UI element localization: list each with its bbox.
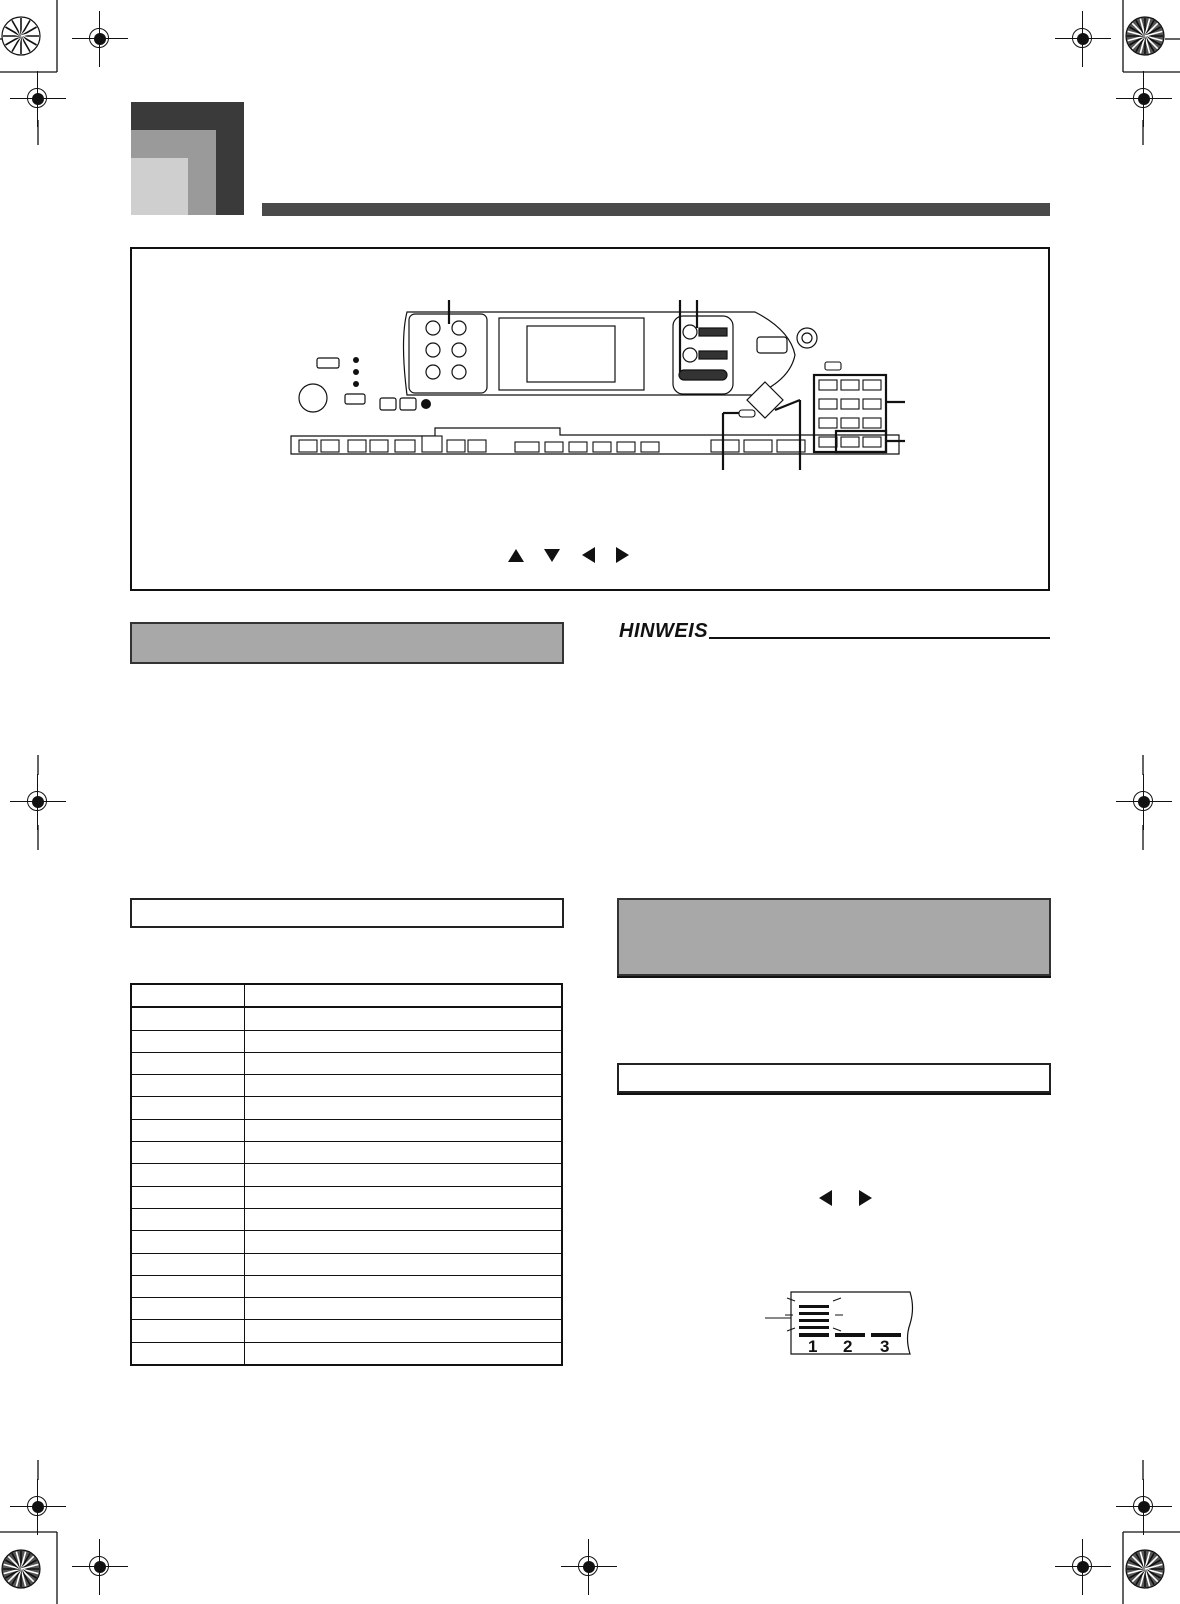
header-block-light [131,158,188,215]
table-row [131,1186,562,1208]
table-row [131,1320,562,1342]
header-rule [262,203,1050,216]
table-row [131,1231,562,1253]
table-row [131,1342,562,1365]
table-row [131,1007,562,1030]
table-cell [245,1142,563,1164]
table-cell [131,1075,245,1097]
table-cell [245,1298,563,1320]
table-cell [245,984,563,1007]
left-arrow-icon [819,1190,832,1206]
table-row [131,984,562,1007]
table-cell [131,1007,245,1030]
table-row [131,1097,562,1119]
table-cell [245,1186,563,1208]
table-cell [131,1275,245,1297]
table-cell [131,1320,245,1342]
table-cell [245,1007,563,1030]
table-cell [131,1119,245,1141]
table-row [131,1075,562,1097]
table-row [131,1030,562,1052]
table-cell [245,1275,563,1297]
table-cell [245,1231,563,1253]
table-cell [245,1342,563,1365]
section-heading-bar-right [617,898,1051,976]
up-arrow-icon [508,549,524,562]
track-number-1: 1 [808,1337,818,1356]
table-cell [245,1164,563,1186]
table-cell [131,1231,245,1253]
table-cell [131,1097,245,1119]
track-number-3: 3 [880,1337,890,1356]
table-cell [245,1320,563,1342]
table-cell [131,1164,245,1186]
table-cell [131,1298,245,1320]
table-cell [245,1075,563,1097]
divider-rule [617,1093,1051,1095]
table-row [131,1142,562,1164]
table-row [131,1253,562,1275]
table-cell [131,1030,245,1052]
table-cell [245,1253,563,1275]
right-arrow-icon [616,547,629,563]
table-cell [131,984,245,1007]
left-arrow-icon [582,547,595,563]
table-row [131,1298,562,1320]
table-cell [131,1253,245,1275]
keyboard-panel-illustration [285,300,905,480]
track-number-2: 2 [843,1337,853,1356]
table-row [131,1119,562,1141]
table-cell [131,1052,245,1074]
notice-heading: HINWEIS [619,620,709,642]
table-cell [131,1186,245,1208]
table-row [131,1052,562,1074]
assignment-table [130,983,563,1366]
notice-rule [709,637,1050,639]
table-cell [245,1119,563,1141]
right-arrow-icon [859,1190,872,1206]
down-arrow-icon [544,549,560,562]
table-cell [131,1342,245,1365]
table-cell [131,1208,245,1230]
table-row [131,1275,562,1297]
subsection-heading-bar [130,898,564,928]
table-row [131,1164,562,1186]
table-cell [245,1097,563,1119]
table-cell [245,1052,563,1074]
table-row [131,1208,562,1230]
subsection-heading-bar-right [617,1063,1051,1093]
table-cell [245,1208,563,1230]
table-cell [245,1030,563,1052]
table-cell [131,1142,245,1164]
section-heading-bar [130,622,564,664]
divider-rule [617,976,1051,978]
